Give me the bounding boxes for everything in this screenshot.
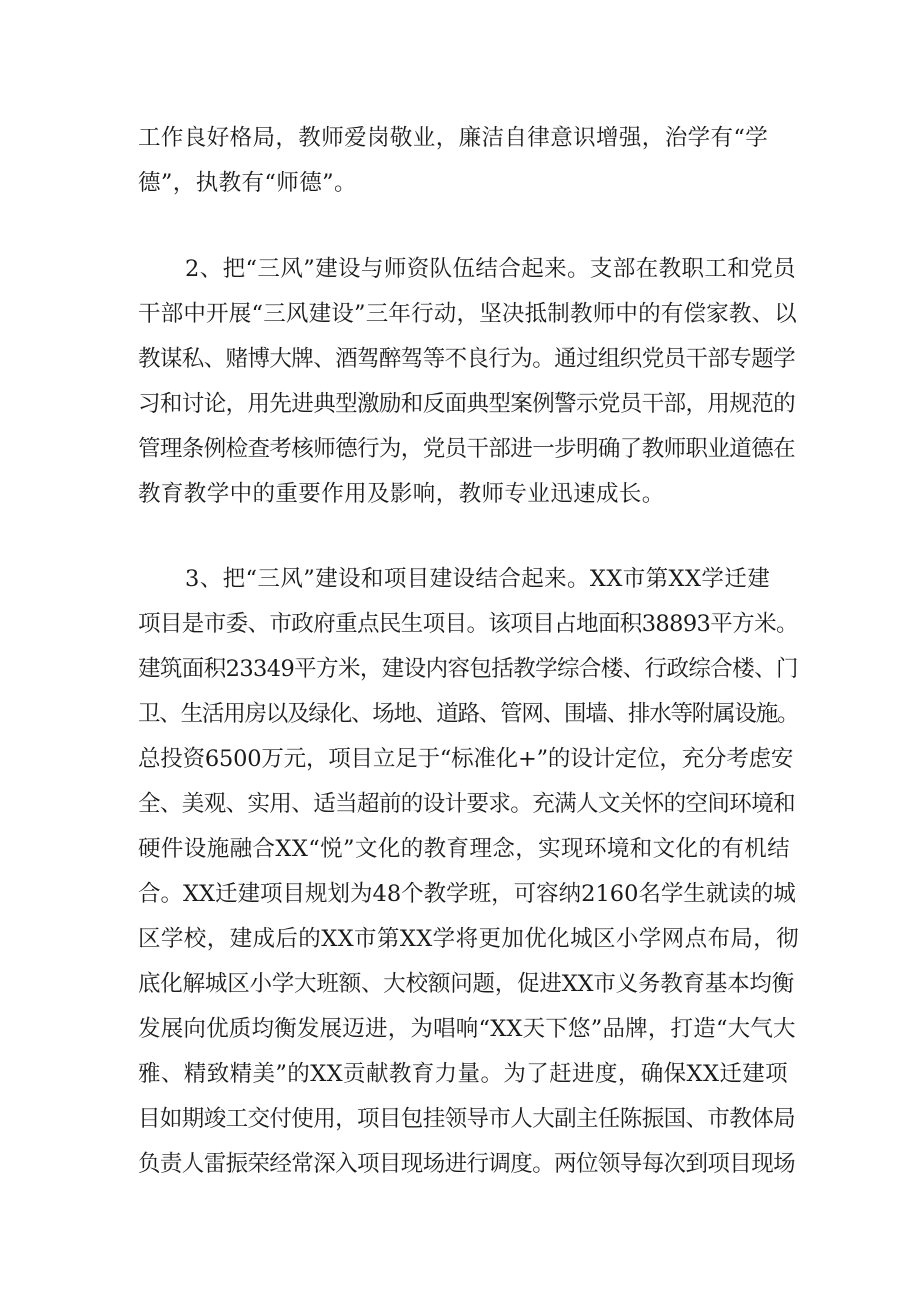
text-line: 卫、生活用房以及绿化、场地、道路、管网、围墙、排水等附属设施。 [138,701,799,727]
text-line: 教谋私、赌博大牌、酒驾醉驾等不良行为。通过组织党员干部专题学 [138,346,796,372]
text-line: 雅、精致精美”的XX贡献教育力量。为了赶进度，确保XX迁建项 [138,1061,789,1087]
text-line: 底化解城区小学大班额、大校额问题，促进XX市义务教育基本均衡 [138,971,795,997]
text-line: 区学校，建成后的XX市第XX学将更加优化城区小学网点布局，彻 [138,926,800,952]
text-line: 全、美观、实用、适当超前的设计要求。充满人文关怀的空间环境和 [138,791,796,817]
text-line: 管理条例检查考核师德行为，党员干部进一步明确了教师职业道德在 [138,436,796,462]
text-line: 干部中开展“三风建设”三年行动，坚决抵制教师中的有偿家教、以 [138,301,798,327]
text-line: 建筑面积23349平方米，建设内容包括教学综合楼、行政综合楼、门 [138,656,798,682]
text-line: 工作良好格局，教师爱岗敬业，廉洁自律意识增强，治学有“学 [138,125,769,151]
text-line: 习和讨论，用先进典型激励和反面典型案例警示党员干部，用规范的 [138,391,796,417]
text-line: 目如期竣工交付使用，项目包挂领导市人大副主任陈振国、市教体局 [138,1106,796,1132]
text-line: 负责人雷振荣经常深入项目现场进行调度。两位领导每次到项目现场 [138,1151,796,1177]
text-line: 硬件设施融合XX“悦”文化的教育理念，实现环境和文化的有机结 [138,836,791,862]
paragraph-first-line: 3、把“三风”建设和项目建设结合起来。XX市第XX学迁建 [185,566,771,592]
text-line: 项目是市委、市政府重点民生项目。该项目占地面积38893平方米。 [138,611,798,637]
text-line: 德”，执教有“师德”。 [138,170,357,196]
text-line: 合。XX迁建项目规划为48个教学班，可容纳2160名学生就读的城 [138,881,796,907]
paragraph-first-line: 2、把“三风”建设与师资队伍结合起来。支部在教职工和党员 [185,256,797,282]
text-line: 教育教学中的重要作用及影响，教师专业迅速成长。 [138,481,665,507]
text-line: 发展向优质均衡发展迈进，为唱响“XX天下悠”品牌，打造“大气大 [138,1016,796,1042]
text-line: 总投资6500万元，项目立足于“标准化+”的设计定位，充分考虑安 [138,746,794,772]
